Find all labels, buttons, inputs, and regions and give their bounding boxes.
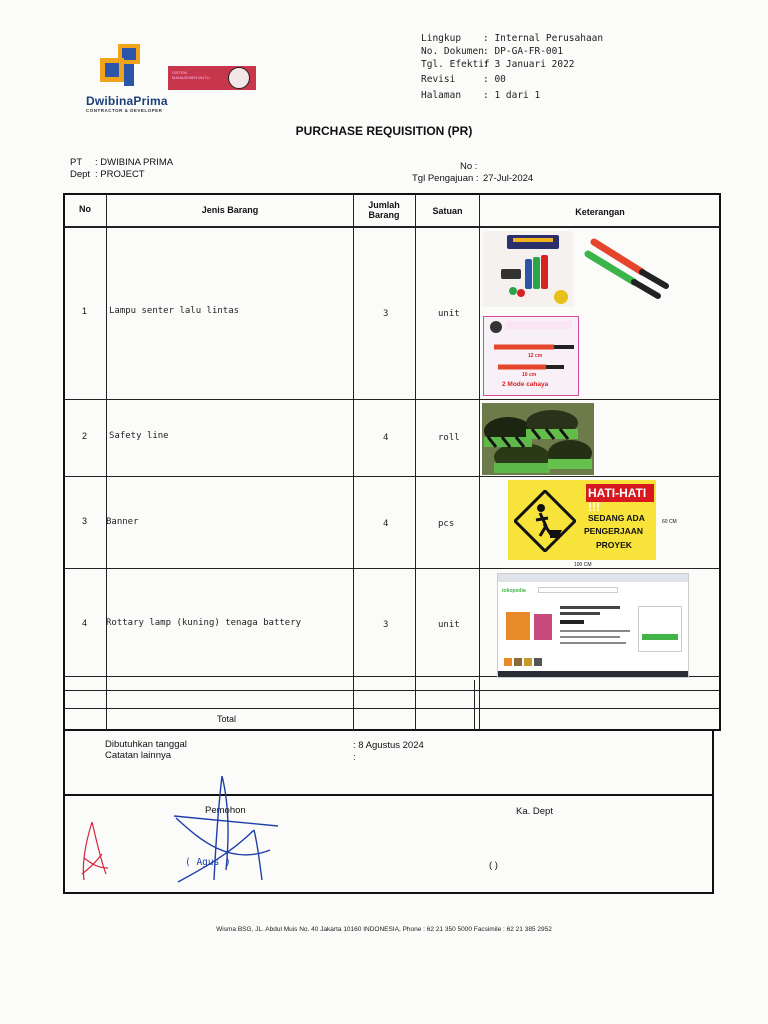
banner-width-label: 100 CM <box>574 562 592 568</box>
item-qty: 4 <box>383 519 389 529</box>
column-header-no: No <box>79 204 91 214</box>
certification-seal-icon <box>228 67 250 89</box>
signature-section <box>63 794 714 894</box>
item-name: Rottary lamp (kuning) tenaga battery <box>106 618 302 628</box>
safety-line-image <box>482 403 594 475</box>
tokopedia-brand: tokopedia <box>502 588 526 594</box>
total-label: Total <box>217 714 237 724</box>
column-header-satuan: Satuan <box>432 206 463 216</box>
item-name: Safety line <box>109 431 169 441</box>
meta-label: Tgl. Efektif <box>421 59 490 70</box>
senter-caption-3: 2 Mode cahaya <box>502 381 549 388</box>
catatan-value: : <box>353 752 356 763</box>
initial-signature <box>78 818 112 884</box>
meta-label: No. Dokumen <box>421 46 484 57</box>
banner-line-1: SEDANG ADA <box>588 513 645 523</box>
pt-label: PT <box>70 157 83 168</box>
traffic-baton-product-image <box>483 231 573 307</box>
meta-label: Halaman <box>421 90 462 101</box>
dept-label: Dept <box>70 169 91 180</box>
banner-height-label: 60 CM <box>662 519 677 525</box>
item-name: Lampu senter lalu lintas <box>109 306 240 316</box>
row-number: 1 <box>82 306 88 316</box>
meta-value: : Internal Perusahaan <box>483 33 604 44</box>
meta-value: : 00 <box>483 74 506 85</box>
no-label: No : <box>460 161 478 172</box>
meta-label: Revisi <box>421 74 456 85</box>
banner-line-2: PENGERJAAN <box>584 526 644 536</box>
column-header-jumlah-barang: Jumlah Barang <box>368 200 400 220</box>
senter-caption-1: 12 cm <box>528 353 543 359</box>
company-logo <box>96 42 148 90</box>
item-unit: unit <box>438 309 460 319</box>
senter-caption-2: 10 cm <box>522 372 537 378</box>
kadept-label: Ka. Dept <box>516 806 553 817</box>
column-header-keterangan: Keterangan <box>575 207 625 217</box>
pemohon-label: Pemohon <box>205 805 246 816</box>
item-qty: 3 <box>383 620 389 630</box>
page-title: PURCHASE REQUISITION (PR) <box>295 124 473 138</box>
tgl-pengajuan-label: Tgl Pengajuan : <box>412 173 479 184</box>
row-number: 4 <box>82 618 88 628</box>
meta-label: Lingkup <box>421 33 462 44</box>
dibutuhkan-value: : 8 Agustus 2024 <box>353 740 424 751</box>
item-unit: unit <box>438 620 460 630</box>
warning-banner-image <box>508 480 656 560</box>
row-number: 2 <box>82 431 88 441</box>
company-name: DwibinaPrima <box>86 94 168 108</box>
traffic-baton-image <box>580 236 672 302</box>
company-tagline: CONTRACTOR & DEVELOPER <box>86 108 163 113</box>
meta-value: : DP-GA-FR-001 <box>483 46 564 57</box>
rotary-lamp-screenshot-image <box>497 573 689 678</box>
meta-value: : 3 Januari 2022 <box>483 59 575 70</box>
pemohon-name: ( Agus ) <box>185 857 231 868</box>
item-unit: roll <box>438 433 460 443</box>
meta-value: : 1 dari 1 <box>483 90 541 101</box>
traffic-baton-spec-image <box>483 316 579 396</box>
row-number: 3 <box>82 516 88 526</box>
footer-address: Wisma BSG, JL. Abdul Muis No. 40 Jakarta 10160 INDONESIA, Phone : 62 21 350 5000 Facsimile : 62 21 385 2952 <box>216 926 552 933</box>
item-qty: 3 <box>383 309 389 319</box>
catatan-label: Catatan lainnya <box>105 750 172 761</box>
item-name: Banner <box>106 517 139 527</box>
banner-headline: HATI-HATI !!! <box>588 486 647 514</box>
dept-value: : PROJECT <box>95 169 145 180</box>
dibutuhkan-label: Dibutuhkan tanggal <box>105 739 187 750</box>
pt-value: : DWIBINA PRIMA <box>95 157 174 168</box>
banner-line-3: PROYEK <box>596 540 632 550</box>
column-header-jenis-barang: Jenis Barang <box>201 205 259 215</box>
item-unit: pcs <box>438 519 455 529</box>
pemohon-signature <box>170 770 290 894</box>
kadept-name: ( ) <box>489 860 498 871</box>
item-qty: 4 <box>383 433 389 443</box>
tgl-pengajuan-value: 27-Jul-2024 <box>483 173 534 184</box>
certification-badge: SISTEM MANAJEMEN MUTU <box>168 66 256 90</box>
